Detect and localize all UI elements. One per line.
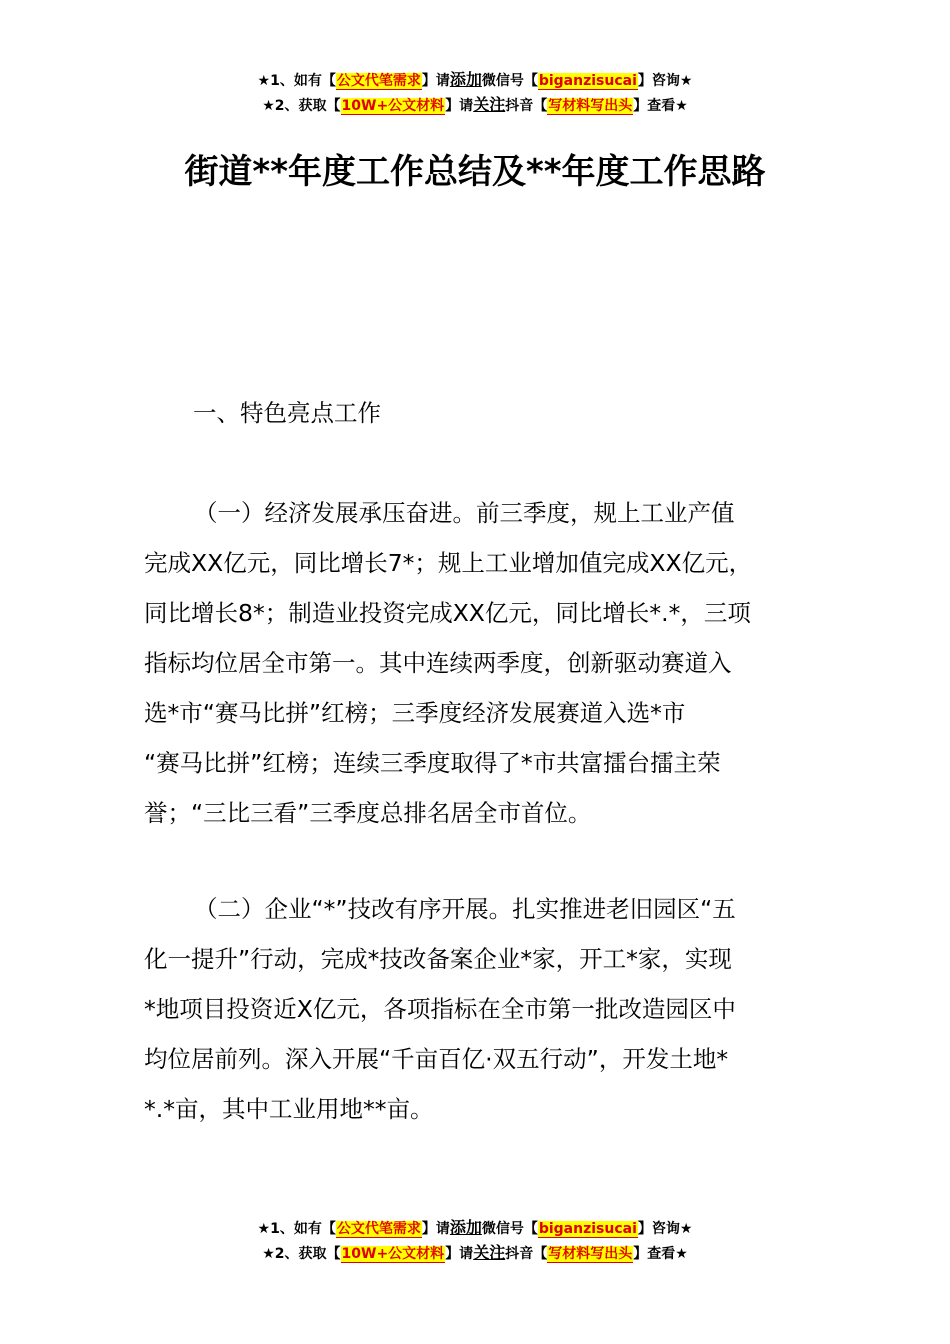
highlight-wechat-id: biganzisucai — [538, 73, 637, 89]
section-heading: 一、特色亮点工作 — [193, 399, 381, 427]
banner-line-2 — [0, 93, 950, 118]
paragraph-line: 完成XX亿元，同比增长7*；规上工业增加值完成XX亿元， — [144, 549, 753, 577]
paragraph-tech-upgrade — [144, 884, 834, 1134]
banner-text: 】请 — [445, 1246, 474, 1262]
bottom-banner — [0, 1216, 950, 1266]
document-title: 街道**年度工作总结及**年度工作思路 — [184, 152, 766, 192]
paragraph-line: 誉；“三比三看”三季度总排名居全市首位。 — [144, 799, 592, 827]
paragraph-line: （二）企业“*”技改有序开展。扎实推进老旧园区“五 — [194, 895, 736, 923]
banner-emphasis: 添加 — [449, 1218, 482, 1237]
banner-text: ★2、获取【 — [262, 98, 341, 114]
highlight-service: 公文代笔需求 — [336, 1221, 421, 1237]
top-banner — [0, 68, 950, 118]
highlight-service: 公文代笔需求 — [336, 73, 421, 89]
paragraph-line: 均位居前列。深入开展“千亩百亿·双五行动”，开发土地* — [144, 1045, 729, 1073]
paragraph-line: 同比增长8*；制造业投资完成XX亿元，同比增长*.*，三项 — [144, 599, 751, 627]
paragraph-economy — [144, 488, 834, 838]
banner-text: 抖音【 — [505, 98, 548, 114]
banner-text: 】请 — [421, 1221, 450, 1237]
banner-text: 微信号【 — [481, 73, 538, 89]
paragraph-line: “赛马比拼”红榜；连续三季度取得了*市共富擂台擂主荣 — [144, 749, 721, 777]
paragraph-line: （一）经济发展承压奋进。前三季度，规上工业产值 — [194, 499, 735, 527]
banner-line-1 — [0, 68, 950, 93]
paragraph-line: 化一提升”行动，完成*技改备案企业*家，开工*家，实现 — [144, 945, 732, 973]
banner-text: ★2、获取【 — [262, 1246, 341, 1262]
banner-text: 微信号【 — [481, 1221, 538, 1237]
highlight-douyin: 写材料写出头 — [548, 1246, 633, 1262]
banner-text: 】咨询★ — [637, 1221, 693, 1237]
banner-text: 】请 — [445, 98, 474, 114]
banner-emphasis: 关注 — [473, 1243, 506, 1262]
banner-line-1 — [0, 1216, 950, 1241]
banner-text: 抖音【 — [505, 1246, 548, 1262]
banner-emphasis: 关注 — [473, 95, 506, 114]
paragraph-line: 选*市“赛马比拼”红榜；三季度经济发展赛道入选*市 — [144, 699, 686, 727]
banner-line-2 — [0, 1241, 950, 1266]
banner-text: 】查看★ — [633, 1246, 688, 1262]
banner-text: ★1、如有【 — [257, 1221, 336, 1237]
paragraph-line: *.*亩，其中工业用地**亩。 — [144, 1095, 434, 1123]
banner-text: ★1、如有【 — [257, 73, 336, 89]
highlight-materials: 10W+公文材料 — [341, 98, 445, 114]
banner-emphasis: 添加 — [449, 70, 482, 89]
banner-text: 】查看★ — [633, 98, 688, 114]
paragraph-line: *地项目投资近X亿元，各项指标在全市第一批改造园区中 — [144, 995, 736, 1023]
highlight-materials: 10W+公文材料 — [341, 1246, 445, 1262]
banner-text: 】咨询★ — [637, 73, 693, 89]
highlight-wechat-id: biganzisucai — [538, 1221, 637, 1237]
paragraph-line: 指标均位居全市第一。其中连续两季度，创新驱动赛道入 — [144, 649, 732, 677]
banner-text: 】请 — [421, 73, 450, 89]
highlight-douyin: 写材料写出头 — [548, 98, 633, 114]
